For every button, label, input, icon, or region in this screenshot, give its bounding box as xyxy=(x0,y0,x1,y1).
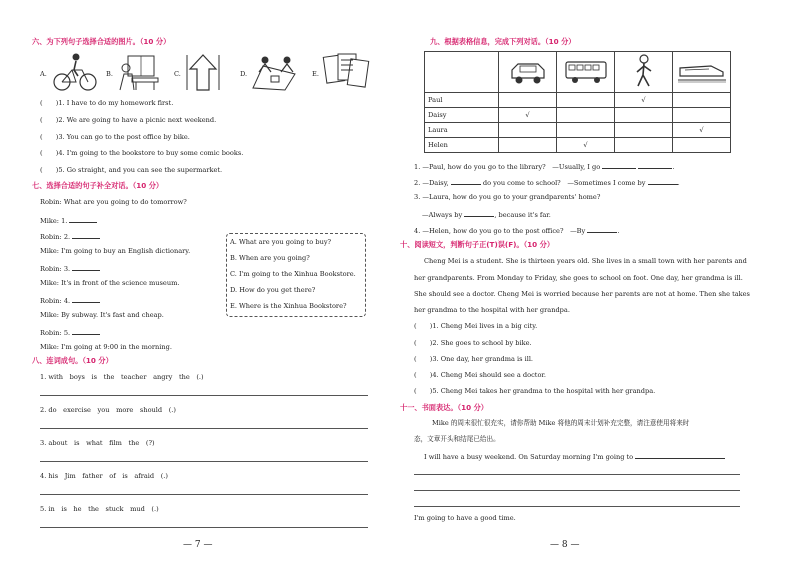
s10-item-3: ( )3. One day, her grandma is ill. xyxy=(414,355,534,363)
s8-item-4: 4. his Jim father of is afraid (.) xyxy=(40,472,168,480)
writing-prompt-2: 态，文章开头和结尾已给出。 xyxy=(414,435,500,443)
answer-blank[interactable] xyxy=(72,263,100,271)
dialogue-line-4: Mike: I'm going to buy an English dictionary. xyxy=(40,247,191,255)
s6-item-4: ( )4. I'm going to the bookstore to buy some comic books. xyxy=(40,149,244,157)
dialogue-3-answer: —Always by , because it's far. xyxy=(422,211,551,219)
section9-title: 九、根据表格信息，完成下列对话。（10 分） xyxy=(430,37,576,46)
dialogue-1: 1. —Paul, how do you go to the library? —Usually, I go . xyxy=(414,163,675,171)
answer-blank[interactable] xyxy=(451,177,481,185)
mark-cell: √ xyxy=(615,93,673,108)
section10-title: 十、阅读短文，判断句子正(T)误(F)。（10 分） xyxy=(400,240,555,249)
options-box xyxy=(226,233,366,317)
homework-picture-icon xyxy=(116,52,162,92)
dialogue-line-7: Robin: 4. xyxy=(40,295,100,306)
option-d: D. How do you get there? xyxy=(230,286,316,294)
right-page-body xyxy=(400,0,800,564)
passage-line-2: her grandparents. From Monday to Friday, she goes to school on foot. One day, her grandma is ill. xyxy=(414,274,743,282)
s8-item-3: 3. about is what film the (?) xyxy=(40,439,155,447)
s10-item-5: ( )5. Cheng Mei takes her grandma to the hospital with her grandpa. xyxy=(414,387,656,395)
answer-blank[interactable] xyxy=(69,215,97,223)
mark-cell: √ xyxy=(673,123,731,138)
section6-title: 六、为下列句子选择合适的图片。（10 分） xyxy=(32,37,171,46)
s8-item-1: 1. with boys is the teacher angry the (.) xyxy=(40,373,204,381)
picture-label-a: A. xyxy=(40,70,47,78)
answer-blank[interactable] xyxy=(648,177,678,185)
option-b: B. When are you going? xyxy=(230,254,310,262)
section7-title: 七、选择合适的句子补全对话。（10 分） xyxy=(32,181,164,190)
section11-title: 十一、书面表达。（10 分） xyxy=(400,403,488,412)
passage-line-3: She should see a doctor. Cheng Mei is worried because her parents are not at home. Then she takes xyxy=(414,290,750,298)
passage-line-1: Cheng Mei is a student. She is thirteen years old. She lives in a small town with her parents and xyxy=(424,257,747,265)
writing-line[interactable] xyxy=(414,474,740,475)
dialogue-line-9: Robin: 5. xyxy=(40,327,100,338)
cyclist-picture-icon xyxy=(52,52,98,92)
picture-label-c: C. xyxy=(174,70,181,78)
writing-opening: I will have a busy weekend. On Saturday morning I'm going to xyxy=(424,451,725,462)
dialogue-line-6: Mike: It's in front of the science museum. xyxy=(40,279,180,287)
dialogue-2: 2. —Daisy, do you come to school? —Sometimes I come by . xyxy=(414,179,680,187)
dialogue-line-10: Mike: I'm going at 9:00 in the morning. xyxy=(40,343,172,351)
picture-label-e: E. xyxy=(312,70,319,78)
row-name: Daisy xyxy=(425,108,499,123)
dialogue-4: 4. —Helen, how do you go to the post office? —By . xyxy=(414,227,620,235)
page-number-left: — 7 — xyxy=(183,540,213,550)
s8-item-5: 5. in is he the stuck mud (.) xyxy=(40,505,159,513)
answer-line[interactable] xyxy=(40,494,368,495)
writing-line[interactable] xyxy=(414,506,740,507)
writing-closing: I'm going to have a good time. xyxy=(414,514,516,522)
mark-cell: √ xyxy=(557,138,615,153)
s6-item-2: ( )2. We are going to have a picnic next weekend. xyxy=(40,116,217,124)
mark-cell: √ xyxy=(499,108,557,123)
s6-item-5: ( )5. Go straight, and you can see the supermarket. xyxy=(40,166,223,174)
answer-blank[interactable] xyxy=(587,225,617,233)
s6-item-3: ( )3. You can go to the post office by bike. xyxy=(40,133,190,141)
row-name: Paul xyxy=(425,93,499,108)
row-name: Helen xyxy=(425,138,499,153)
writing-prompt-1: Mike 的周末很忙很充实，请你帮助 Mike 将他的周末计划补充完整，请注意使用将来时 xyxy=(432,419,690,427)
dialogue-line-3: Robin: 2. xyxy=(40,231,100,242)
passage-line-4: her grandma to the hospital with her grandpa. xyxy=(414,306,570,314)
dialogue-3: 3. —Laura, how do you go to your grandparents' home? xyxy=(414,193,601,201)
writing-line[interactable] xyxy=(414,490,740,491)
answer-line[interactable] xyxy=(40,395,368,396)
dialogue-line-8: Mike: By subway. It's fast and cheap. xyxy=(40,311,164,319)
answer-blank[interactable] xyxy=(602,161,636,169)
s10-item-2: ( )2. She goes to school by bike. xyxy=(414,339,532,347)
comic-books-picture-icon xyxy=(322,50,370,92)
answer-line[interactable] xyxy=(40,527,368,528)
answer-line[interactable] xyxy=(40,461,368,462)
s10-item-4: ( )4. Cheng Mei should see a doctor. xyxy=(414,371,546,379)
answer-blank[interactable] xyxy=(464,209,494,217)
dialogue-line-5: Robin: 3. xyxy=(40,263,100,274)
section8-title: 八、连词成句。（10 分） xyxy=(32,356,113,365)
option-e: E. Where is the Xinhua Bookstore? xyxy=(230,302,347,310)
answer-line[interactable] xyxy=(40,428,368,429)
answer-blank[interactable] xyxy=(72,295,100,303)
answer-blank[interactable] xyxy=(638,161,672,169)
picture-label-d: D. xyxy=(240,70,248,78)
answer-blank[interactable] xyxy=(72,327,100,335)
picnic-picture-icon xyxy=(251,52,297,92)
straight-arrow-icon xyxy=(186,52,220,92)
s10-item-1: ( )1. Cheng Mei lives in a big city. xyxy=(414,322,538,330)
page-number-right: — 8 — xyxy=(550,540,580,550)
dialogue-line-2: Mike: 1. xyxy=(40,215,97,226)
answer-blank[interactable] xyxy=(635,451,725,459)
option-a: A. What are you going to buy? xyxy=(230,238,332,246)
option-c: C. I'm going to the Xinhua Bookstore. xyxy=(230,270,356,278)
s6-item-1: ( )1. I have to do my homework first. xyxy=(40,99,174,107)
row-name: Laura xyxy=(425,123,499,138)
dialogue-line-1: Robin: What are you going to do tomorrow? xyxy=(40,198,187,206)
picture-label-b: B. xyxy=(106,70,113,78)
answer-blank[interactable] xyxy=(72,231,100,239)
s8-item-2: 2. do exercise you more should (.) xyxy=(40,406,176,414)
